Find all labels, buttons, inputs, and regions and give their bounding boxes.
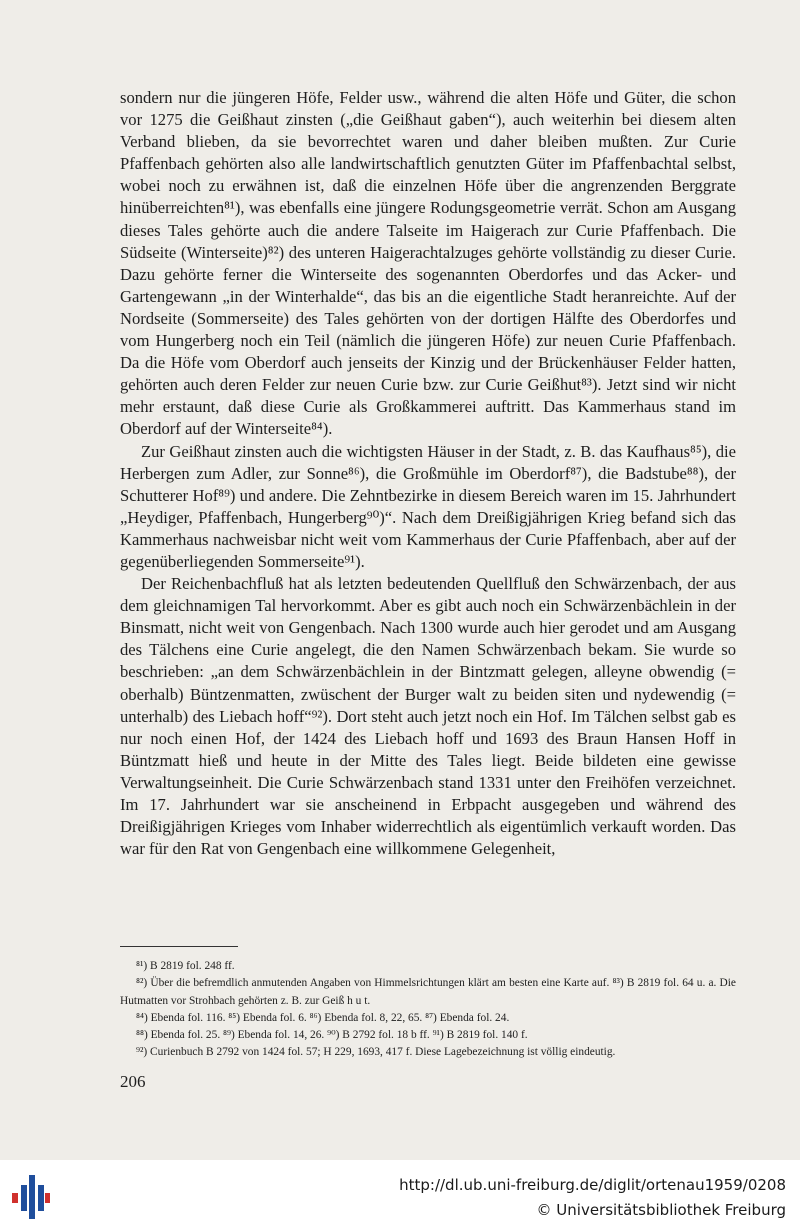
source-url-link[interactable]: http://dl.ub.uni-freiburg.de/diglit/ortenau1959/0208 <box>399 1176 786 1194</box>
paragraph: Der Reichenbachfluß hat als letzten bedeutenden Quellfluß den Schwärzenbach, der aus dem gleichnamigen Tal hervorkommt. Aber es gibt auch noch ein Schwärzenbächlein in der Binsmatt, nicht weit von Gengenbach. Nach 1300 wurde auch hier gerodet und am Ausgang des Tälchens eine Curie angelegt, die den Namen Schwärzenbach bekam. Sie wurde so beschrieben: „an dem Schwärzenbächlein in der Bintzmatt gelegen, alleyne obwendig (= oberhalb) Büntzenmatten, zwüschent der Burger walt zu beiden siten und nydewendig (= unterhalb) des Liebach hoff“⁹²). Dort steht auch jetzt noch ein Hof. Im Tälchen selbst gab es nur noch einen Hof, der 1424 des Liebach hoff und 1693 des Braun Hansen Hoff in Büntzmatt hieß und heute in der Mitte des Tales liegt. Beide bildeten eine gewisse Verwaltungseinheit. Die Curie Schwärzenbach stand 1331 unter den Freihöfen verzeichnet. Im 17. Jahrhundert war sie anscheinend in Erbpacht ausgegeben und während des Dreißigjährigen Krieges vom Inhaber widerrechtlich als eigentümlich verkauft worden. Das war für den Rat von Gengenbach eine willkommene Gelegenheit, <box>120 574 736 859</box>
ub-freiburg-logo-icon[interactable] <box>12 1175 50 1219</box>
paragraph: Zur Geißhaut zinsten auch die wichtigsten Häuser in der Stadt, z. B. das Kaufhaus⁸⁵), die Herbergen zum Adler, zur Sonne⁸⁶), die Großmühle im Oberdorf⁸⁷), die Badstube⁸⁸), der Schutterer Hof⁸⁹) und andere. Die Zehntbezirke in diesem Bereich waren im 15. Jahrhundert „Heydiger, Pfaffenbach, Hungerberg⁹⁰)“. Nach dem Dreißigjährigen Krieg befand sich das Kammerhaus nachweisbar nicht weit vom Kammerhaus der Curie Pfaffenbach, aber auf der gegenüberliegenden Sommerseite⁹¹). <box>120 441 736 571</box>
footnote: ⁸²) Über die befremdlich anmutenden Angaben von Himmelsrichtungen klärt am besten eine Karte auf. ⁸³) B 2819 fol. 64 u. a. Die Hutmatten vor Strohbach gehörten z. B. zur Geiß h u t. <box>120 977 736 1007</box>
page-number: 206 <box>120 1072 146 1091</box>
footnote: ⁸⁴) Ebenda fol. 116. ⁸⁵) Ebenda fol. 6. ⁸⁶) Ebenda fol. 8, 22, 65. ⁸⁷) Ebenda fol. 24. <box>136 1011 510 1024</box>
footnote-rule <box>120 946 238 947</box>
footnotes <box>120 958 736 1062</box>
body-text <box>120 87 736 860</box>
footnote: ⁹²) Curienbuch B 2792 von 1424 fol. 57; H 229, 1693, 417 f. Diese Lagebezeichnung ist völlig eindeutig. <box>136 1046 616 1059</box>
copyright-notice: © Universitätsbibliothek Freiburg <box>536 1201 786 1219</box>
footnote: ⁸¹) B 2819 fol. 248 ff. <box>136 960 235 972</box>
footnote: ⁸⁸) Ebenda fol. 25. ⁸⁹) Ebenda fol. 14, 26. ⁹⁰) B 2792 fol. 18 b ff. ⁹¹) B 2819 fol. 140 f. <box>136 1029 528 1042</box>
paragraph: sondern nur die jüngeren Höfe, Felder usw., während die alten Höfe und Güter, die schon vor 1275 die Geißhaut zinsten („die Geißhaut gaben“), auch weiterhin bei diesem alten Verband blieben, da sie bevorrechtet waren und daher bleiben mußten. Zur Curie Pfaffenbach gehörten also alle landwirtschaftlich genutzten Güter im Pfaffenbachtal selbst, wobei noch zu erwähnen ist, daß die einzelnen Höfe über die angrenzenden Berggrate hinüberreichten⁸¹), was ebenfalls eine jüngere Rodungsgeometrie verrät. Schon am Ausgang dieses Tales gehörte auch die andere Talseite im Haigerach zur Curie Pfaffenbach. Die Südseite (Winterseite)⁸²) des unteren Haigerachtalzuges gehörte vollständig zu dieser Curie. Dazu gehörte ferner die Winterseite des sogenannten Oberdorfes und das Acker- und Gartengewann „in der Winterhalde“, das bis an die eigentliche Stadt heranreichte. Auf der Nordseite (Sommerseite) des Tales gehörten von der dortigen Hälfte des Oberdorfes und vom Hungerberg noch ein Teil (nämlich die jüngeren Höfe) zur neuen Curie Pfaffenbach. Da die Höfe vom Oberdorf auch jenseits der Kinzig und der Brückenhäuser Felder hatten, gehörten auch deren Felder zur neuen Curie bzw. zur Curie Geißhut⁸³). Jetzt sind wir nicht mehr erstaunt, daß diese Curie als Großkammerei auftritt. Das Kammerhaus stand im Oberdorf auf der Winterseite⁸⁴). <box>120 88 736 439</box>
